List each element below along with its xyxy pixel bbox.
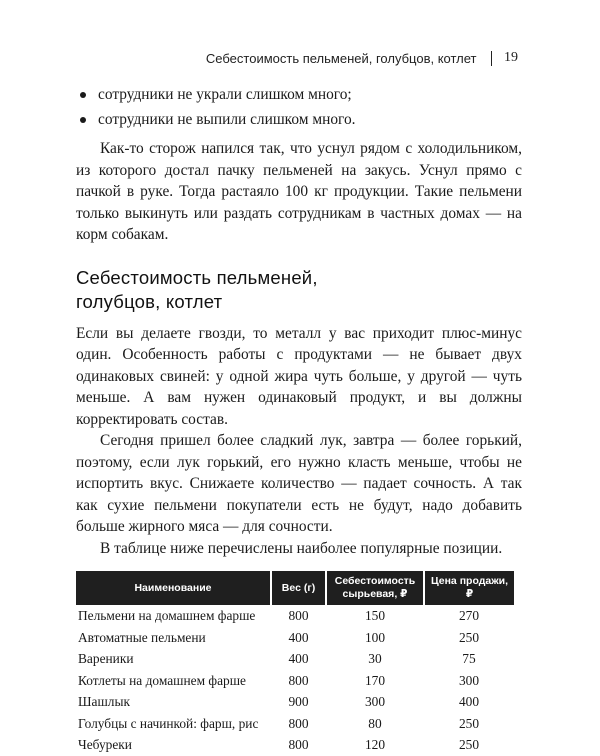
cell-cost: 150 xyxy=(364,608,386,623)
cell-weight: 400 xyxy=(288,651,309,666)
cell-cost: 120 xyxy=(364,737,386,752)
cell-price: 250 xyxy=(458,715,480,731)
cell-weight: 900 xyxy=(288,694,309,709)
section-heading-line2: голубцов, котлет xyxy=(76,290,223,312)
cell-cost: 170 xyxy=(364,672,386,688)
cell-weight: 400 xyxy=(288,629,309,645)
cell-name: Голубцы с начинкой: фарш, рис xyxy=(78,715,259,731)
table-row xyxy=(76,713,514,735)
cell-price: 400 xyxy=(458,694,480,709)
header-weight: Вес (г) xyxy=(271,571,326,605)
products-table xyxy=(76,571,514,756)
list-item xyxy=(76,109,522,131)
cell-name: Пельмени на домашнем фарше xyxy=(78,608,256,623)
cell-weight: 800 xyxy=(288,715,309,731)
list-item xyxy=(76,84,522,106)
cell-cost: 80 xyxy=(368,715,382,731)
cell-cost: 100 xyxy=(364,629,386,645)
cell-name: Автоматные пельмени xyxy=(78,629,206,645)
table-row xyxy=(76,648,514,670)
bullet-icon xyxy=(80,92,86,98)
table-header-row xyxy=(76,571,514,605)
cell-weight: 800 xyxy=(288,737,309,752)
cell-price: 75 xyxy=(462,651,476,666)
cell-price: 270 xyxy=(458,608,480,623)
header-price: Цена продажи, ₽ xyxy=(424,571,514,605)
cell-cost: 300 xyxy=(364,694,386,709)
section-heading xyxy=(76,266,522,314)
table-row xyxy=(76,691,514,713)
cell-name: Котлеты на домашнем фарше xyxy=(78,672,246,688)
body-paragraph: Сегодня пришел более сладкий лук, завтра — более горький, поэтому, если лук горький, его нужно класть меньше, чтобы не испортить вкус. Снижаете количество — падает сочность. А так как сухие пельмени покупатели есть не будут, надо добавить больше жирного мяса — для сочности. xyxy=(76,432,522,535)
running-header-title: Себестоимость пельменей, голубцов, котлет xyxy=(205,50,477,66)
cell-price: 300 xyxy=(458,672,480,688)
list-item-text: сотрудники не украли слишком много; xyxy=(98,86,352,103)
cell-price: 250 xyxy=(458,737,480,752)
cell-weight: 800 xyxy=(288,608,309,623)
table-row xyxy=(76,734,514,756)
header-cost: Себестоимость сырьевая, ₽ xyxy=(326,571,424,605)
bullet-list xyxy=(76,84,522,130)
header-name: Наименование xyxy=(76,571,271,605)
table-row xyxy=(76,627,514,649)
story-paragraph: Как-то сторож напился так, что уснул рядом с холодильником, из которого достал пачку пельменей на закусь. Уснул прямо с пачкой в руке. Тогда растаяло 100 кг продукции. Такие пельмени только выкинуть или раздать сотрудникам в частных домах — на корм собакам. xyxy=(76,140,522,243)
cell-name: Шашлык xyxy=(78,694,130,709)
cell-weight: 800 xyxy=(288,672,309,688)
body-paragraph: В таблице ниже перечислены наиболее популярные позиции. xyxy=(100,539,503,557)
cell-price: 250 xyxy=(458,629,480,645)
cell-name: Чебуреки xyxy=(78,737,132,752)
table-row xyxy=(76,670,514,692)
cell-cost: 30 xyxy=(368,651,382,666)
page-number: 19 xyxy=(504,50,518,65)
list-item-text: сотрудники не выпили слишком много. xyxy=(98,110,356,128)
table-row xyxy=(76,605,514,627)
header-divider xyxy=(491,51,493,66)
running-header xyxy=(206,50,518,66)
bullet-icon xyxy=(80,117,86,123)
page-body xyxy=(76,84,522,756)
body-paragraph: Если вы делаете гвозди, то металл у вас приходит плюс-минус один. Особенность работы с продуктами — не бывает двух одинаковых свиней: у одной жира чуть больше, у другой — чуть меньше. А вам нужен одинаковый продукт, и вы должны корректировать состав. xyxy=(76,324,522,428)
section-heading-line1: Себестоимость пельменей, xyxy=(76,266,318,288)
cell-name: Вареники xyxy=(78,651,134,666)
